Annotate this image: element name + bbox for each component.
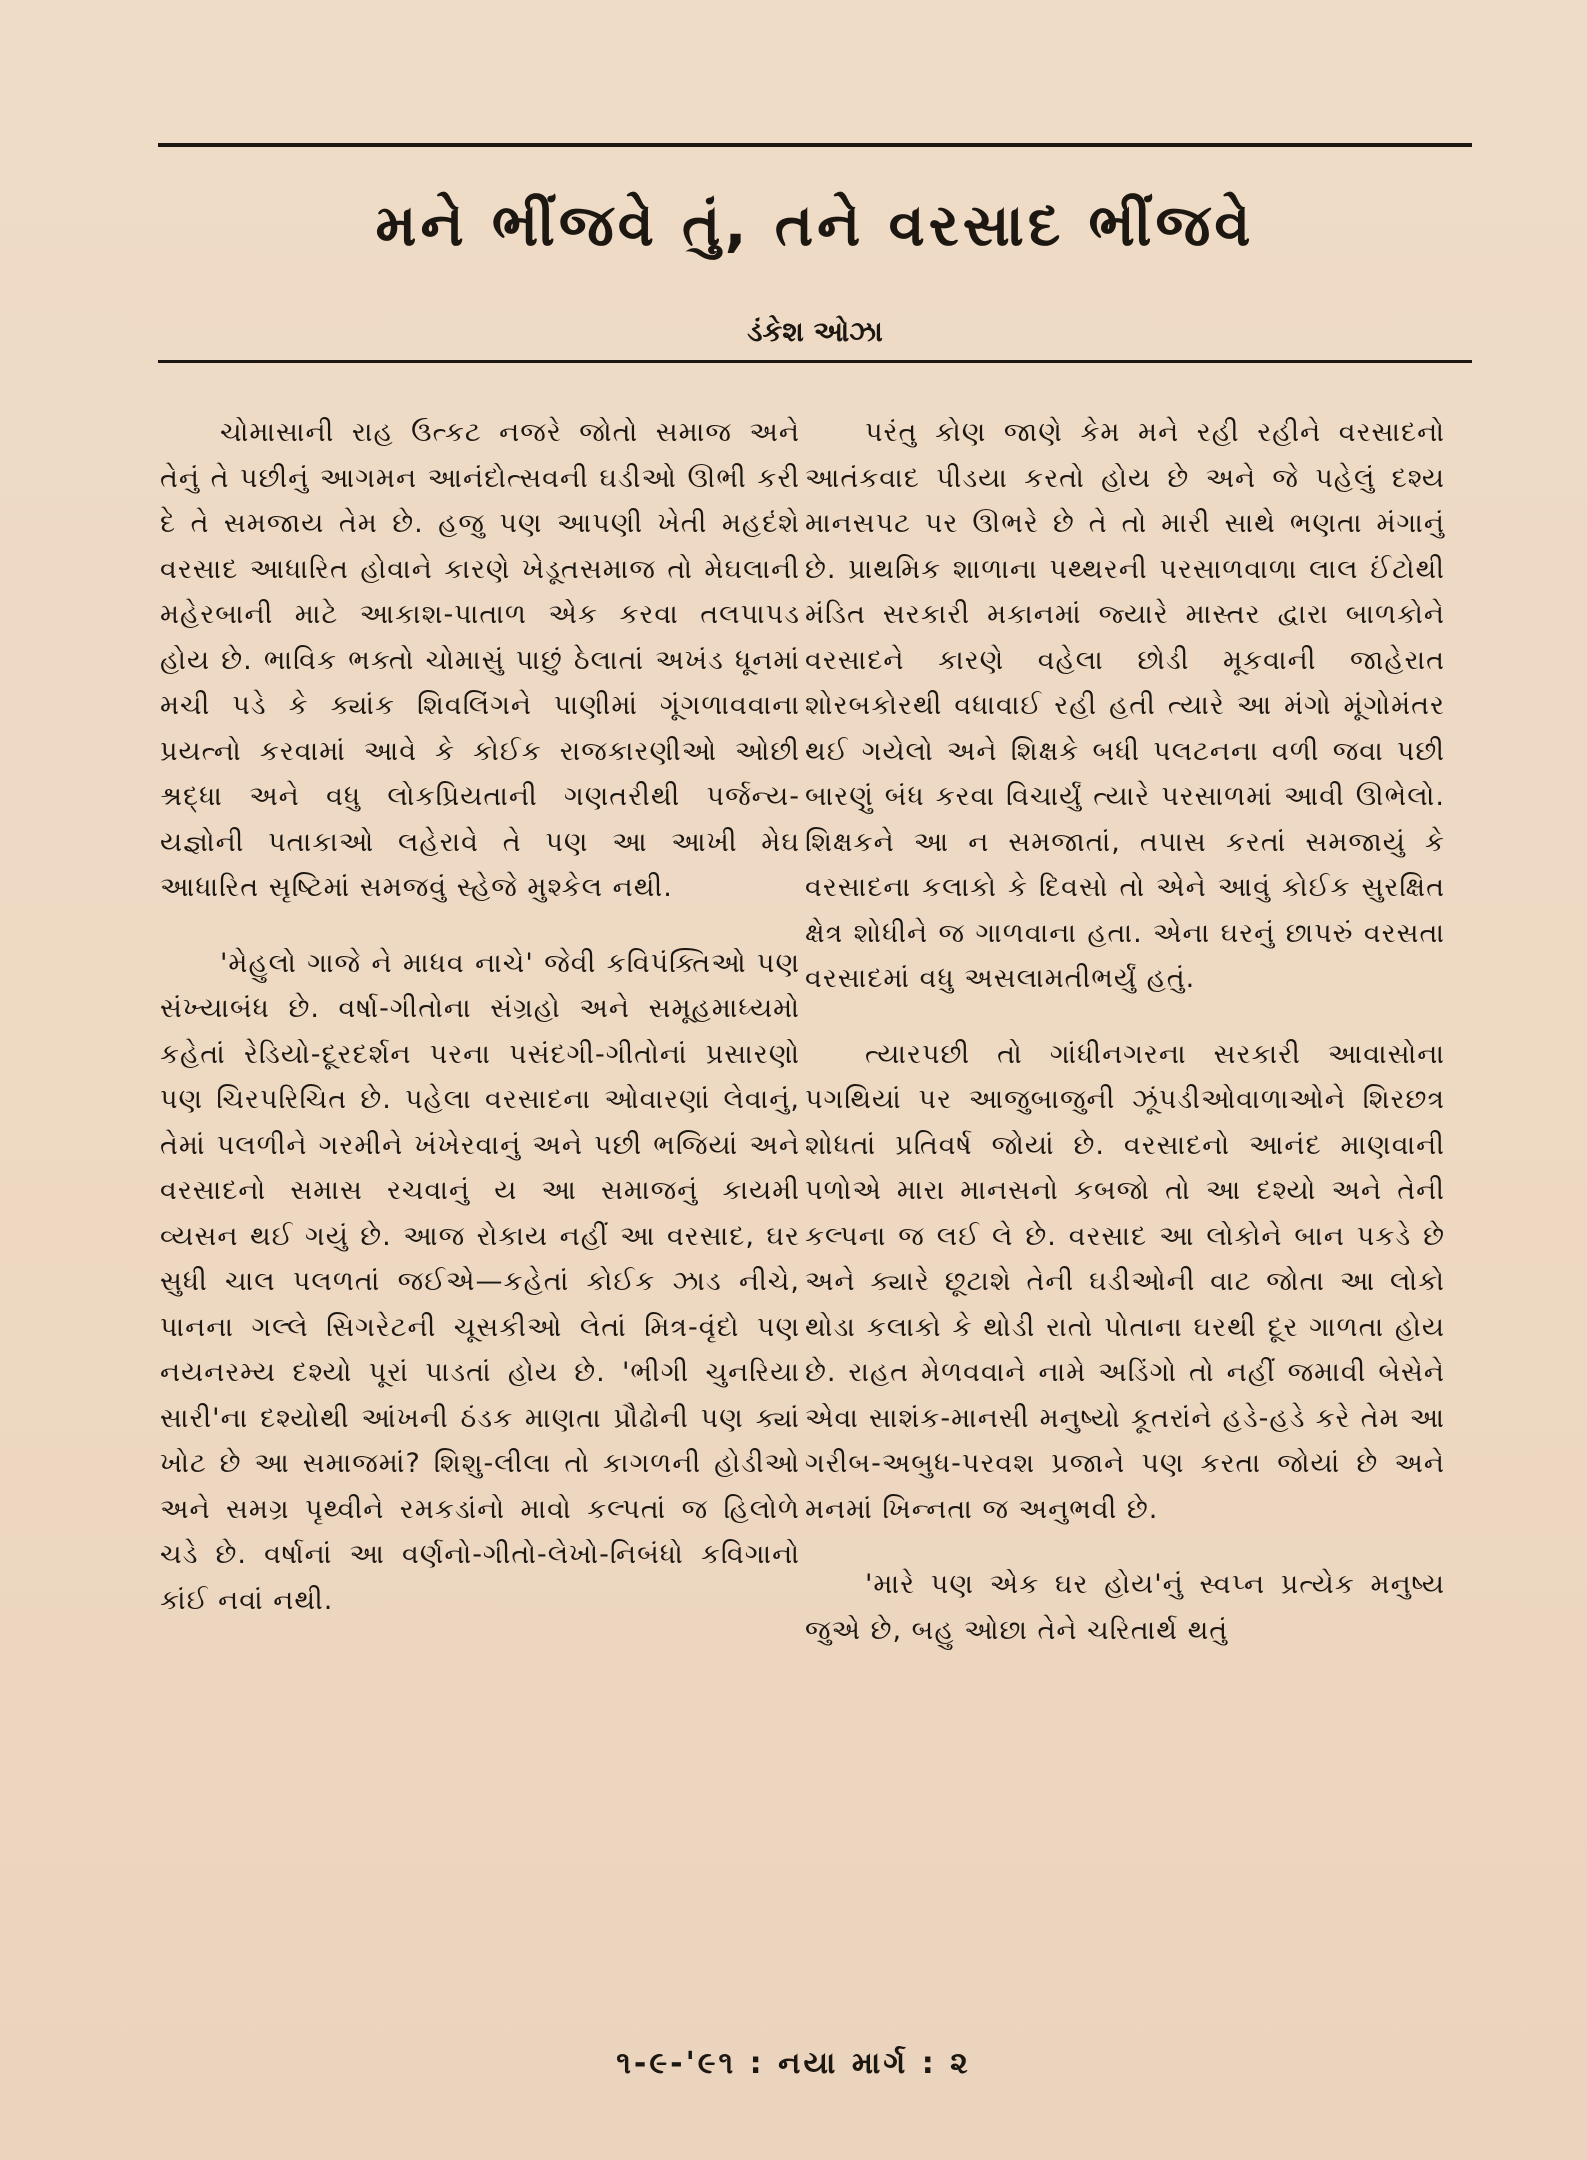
right-column: [805, 410, 1445, 1683]
article-title: મને ભીંજવે તું, તને વરસાદ ભીંજવે: [375, 191, 1255, 259]
paragraph: 'મારે પણ એક ઘર હોય'નું સ્વપ્ન પ્રત્યેક મનુષ્ય જુએ છે, બહુ ઓછા તેને ચરિતાર્થ થતું: [805, 1569, 1445, 1646]
paragraph: ચોમાસાની રાહ ઉત્કટ નજરે જોતો સમાજ અને તેનું તે પછીનું આગમન આનંદોત્સવની ઘડીઓ ઊભી કરી દે તે સમજાય તેમ છે. હજુ પણ આપણી ખેતી મહદંશે વરસાદ આધારિત હોવાને કારણે ખેડૂતસમાજ તો મેઘલાની મહેરબાની માટે આકાશ-પાતાળ એક કરવા તલપાપડ હોય છે. ભાવિક ભક્તો ચોમાસું પાછું ઠેલાતાં અખંડ ધૂનમાં મચી પડે કે ક્યાંક શિવલિંગને પાણીમાં ગૂંગળાવવાના પ્રયત્નો કરવામાં આવે કે કોઈક રાજકારણીઓ ઓછી શ્રદ્ધા અને વધુ લોકપ્રિયતાની ગણતરીથી પર્જન્ય-યજ્ઞોની પતાકાઓ લહેરાવે તે પણ આ આખી મેઘ આધારિત સૃષ્ટિમાં સમજવું સ્હેજે મુશ્કેલ નથી.: [160, 417, 800, 903]
paragraph: 'મેહુલો ગાજે ને માધવ નાચે' જેવી કવિપંક્તિઓ પણ સંખ્યાબંધ છે. વર્ષા-ગીતોના સંગ્રહો અને સમૂહમાધ્યમો કહેતાં રેડિયો-દૂરદર્શન પરના પસંદગી-ગીતોનાં પ્રસારણો પણ ચિરપરિચિત છે. પહેલા વરસાદના ઓવારણાં લેવાનું, તેમાં પલળીને ગરમીને ખંખેરવાનું અને પછી ભજિયાં અને વરસાદનો સમાસ રચવાનું ય આ સમાજનું કાયમી વ્યસન થઈ ગયું છે. આજ રોકાય નહીં આ વરસાદ, ઘર સુધી ચાલ પલળતાં જઈએ—કહેતાં કોઈક ઝાડ નીચે, પાનના ગલ્લે સિગરેટની ચૂસકીઓ લેતાં મિત્ર-વૃંદો પણ નયનરમ્ય દશ્યો પૂરાં પાડતાં હોય છે. 'ભીગી ચુનરિયા સારી'ના દશ્યોથી આંખની ઠંડક માણતા પ્રૌઢોની પણ ક્યાં ખોટ છે આ સમાજમાં? શિશુ-લીલા તો કાગળની હોડીઓ અને સમગ્ર પૃથ્વીને રમકડાંનો માવો કલ્પતાં જ હિલોળે ચડે છે. વર્ષાનાં આ વર્ણનો-ગીતો-લેખો-નિબંધો કવિગાનો કાંઈ નવાં નથી.: [160, 947, 800, 1616]
paragraph: પરંતુ કોણ જાણે કેમ મને રહી રહીને વરસાદનો આતંકવાદ પીડયા કરતો હોય છે અને જે પહેલું દશ્ય માનસપટ પર ઊભરે છે તે તો મારી સાથે ભણતા મંગાનું છે. પ્રાથમિક શાળાના પથ્થરની પરસાળવાળા લાલ ઈંટોથી મંડિત સરકારી મકાનમાં જ્યારે માસ્તર દ્વારા બાળકોને વરસાદને કારણે વહેલા છોડી મૂકવાની જાહેરાત શોરબકોરથી વધાવાઈ રહી હતી ત્યારે આ મંગો મૂંગોમંતર થઈ ગયેલો અને શિક્ષકે બધી પલટનના વળી જવા પછી બારણું બંધ કરવા વિચાર્યું ત્યારે પરસાળમાં આવી ઊભેલો. શિક્ષકને આ ન સમજાતાં, તપાસ કરતાં સમજાયું કે વરસાદના કલાકો કે દિવસો તો એને આવું કોઈક સુરક્ષિત ક્ષેત્ર શોધીને જ ગાળવાના હતા. એના ઘરનું છાપરું વરસતા વરસાદમાં વધુ અસલામતીભર્યું હતું.: [805, 417, 1445, 994]
header-rule: [158, 360, 1472, 363]
paragraph: ત્યારપછી તો ગાંધીનગરના સરકારી આવાસોના પગથિયાં પર આજુબાજુની ઝૂંપડીઓવાળાઓને શિરછત્ર શોધતાં પ્રતિવર્ષ જોયાં છે. વરસાદનો આનંદ માણવાની પળોએ મારા માનસનો કબજો તો આ દશ્યો અને તેની કલ્પના જ લઈ લે છે. વરસાદ આ લોકોને બાન પકડે છે અને ક્યારે છૂટાશે તેની ઘડીઓની વાટ જોતા આ લોકો થોડા કલાકો કે થોડી રાતો પોતાના ઘરથી દૂર ગાળતા હોય છે. રાહત મેળવવાને નામે અડિંગો તો નહીં જમાવી બેસેને એવા સાશંક-માનસી મનુષ્યો કૂતરાંને હડે-હડે કરે તેમ આ ગરીબ-અબુધ-પરવશ પ્રજાને પણ કરતા જોયાં છે અને મનમાં ખિન્નતા જ અનુભવી છે.: [805, 1038, 1445, 1525]
left-column: [160, 410, 800, 1653]
page-footer: ૧-૯-'૯૧ : નયા માર્ગ : ૨: [616, 2046, 971, 2081]
article-author: ડંકેશ ઓઝા: [747, 315, 883, 348]
top-rule: [158, 143, 1472, 147]
